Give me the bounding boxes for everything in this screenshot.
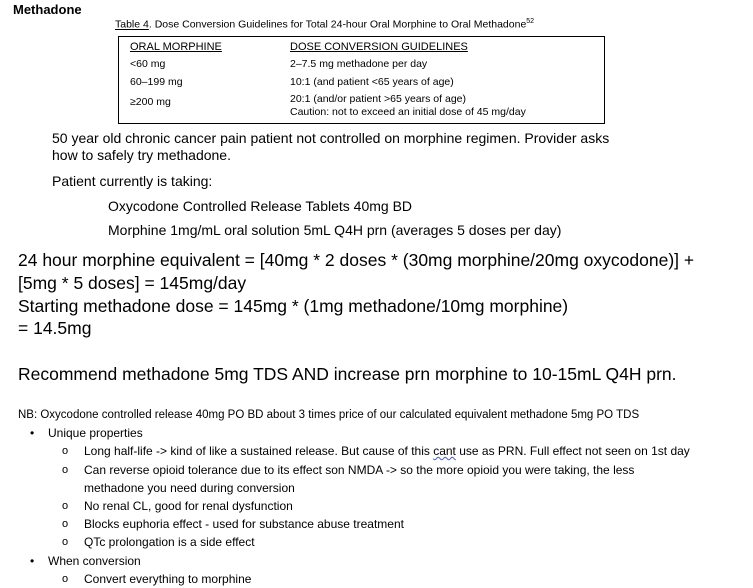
page-heading: Methadone <box>13 2 82 17</box>
current-med-oxycodone: Oxycodone Controlled Release Tablets 40mg BD <box>108 198 413 214</box>
current-med-morphine: Morphine 1mg/mL oral solution 5mL Q4H prn (averages 5 doses per day) <box>108 222 562 238</box>
table-cell-morphine: <60 mg <box>130 58 166 70</box>
calc-line-4: = 14.5mg <box>18 318 92 338</box>
table-cell-guideline: 10:1 (and patient <65 years of age) <box>290 76 454 88</box>
nb-note: NB: Oxycodone controlled release 40mg PO BD about 3 times price of our calculated equivalent methadone 5mg PO TDS <box>18 409 640 421</box>
col-header-oral-morphine: ORAL MORPHINE <box>130 41 222 53</box>
case-description-line-2: how to safely try methadone. <box>52 147 231 163</box>
bullet-marker: • <box>30 426 35 440</box>
table-cell-guideline: 20:1 (and/or patient >65 years of age) <box>290 93 466 105</box>
table-caption <box>115 18 534 31</box>
bullet-unique-properties: Unique properties <box>48 426 143 440</box>
sub-bullet-half-life-text-end: use as PRN. Full effect not seen on 1st day <box>455 444 690 458</box>
sub-bullet-renal: No renal CL, good for renal dysfunction <box>84 499 293 513</box>
case-description-line-1: 50 year old chronic cancer pain patient not controlled on morphine regimen. Provider asks <box>52 130 610 146</box>
recommendation: Recommend methadone 5mg TDS AND increase prn morphine to 10-15mL Q4H prn. <box>18 364 677 384</box>
calc-line-2: [5mg * 5 doses] = 145mg/day <box>18 273 247 293</box>
current-meds-label: Patient currently is taking: <box>52 173 213 189</box>
table-cell-guideline: 2–7.5 mg methadone per day <box>290 58 428 70</box>
dose-conversion-table <box>118 36 605 124</box>
sub-bullet-convert-morphine: Convert everything to morphine <box>84 572 252 586</box>
sub-bullet-tolerance-line-1: Can reverse opioid tolerance due to its effect son NMDA -> so the more opioid you were taking, the less <box>84 463 635 477</box>
bullet-marker: • <box>30 554 35 568</box>
sub-bullet-euphoria: Blocks euphoria effect - used for substance abuse treatment <box>84 517 404 531</box>
sub-bullet-marker: o <box>62 518 69 530</box>
table-caption-reference: 52 <box>526 18 535 25</box>
bullet-when-conversion: When conversion <box>48 554 141 568</box>
sub-bullet-half-life-text: Long half-life -> kind of like a sustained release. But cause of this <box>84 444 434 458</box>
sub-bullet-marker: o <box>62 573 69 585</box>
misspelled-word: cant <box>433 444 456 458</box>
table-cell-morphine: 60–199 mg <box>130 76 183 88</box>
sub-bullet-tolerance-line-2: methadone you need during conversion <box>84 481 295 495</box>
table-caption-text: . Dose Conversion Guidelines for Total 24-hour Oral Morphine to Oral Methadone <box>148 18 527 31</box>
table-cell-caution: Caution: not to exceed an initial dose of 45 mg/day <box>290 106 526 118</box>
calc-line-3: Starting methadone dose = 145mg * (1mg methadone/10mg morphine) <box>18 296 569 316</box>
sub-bullet-marker: o <box>62 464 69 476</box>
sub-bullet-marker: o <box>62 536 69 548</box>
col-header-dose-guidelines: DOSE CONVERSION GUIDELINES <box>290 41 468 53</box>
sub-bullet-marker: o <box>62 445 69 457</box>
sub-bullet-half-life <box>84 442 690 460</box>
sub-bullet-qtc: QTc prolongation is a side effect <box>84 535 255 549</box>
table-cell-morphine: ≥200 mg <box>130 96 171 108</box>
calc-line-1: 24 hour morphine equivalent = [40mg * 2 doses * (30mg morphine/20mg oxycodone)] + <box>18 250 695 270</box>
table-caption-label: Table 4 <box>115 18 149 31</box>
sub-bullet-marker: o <box>62 500 69 512</box>
